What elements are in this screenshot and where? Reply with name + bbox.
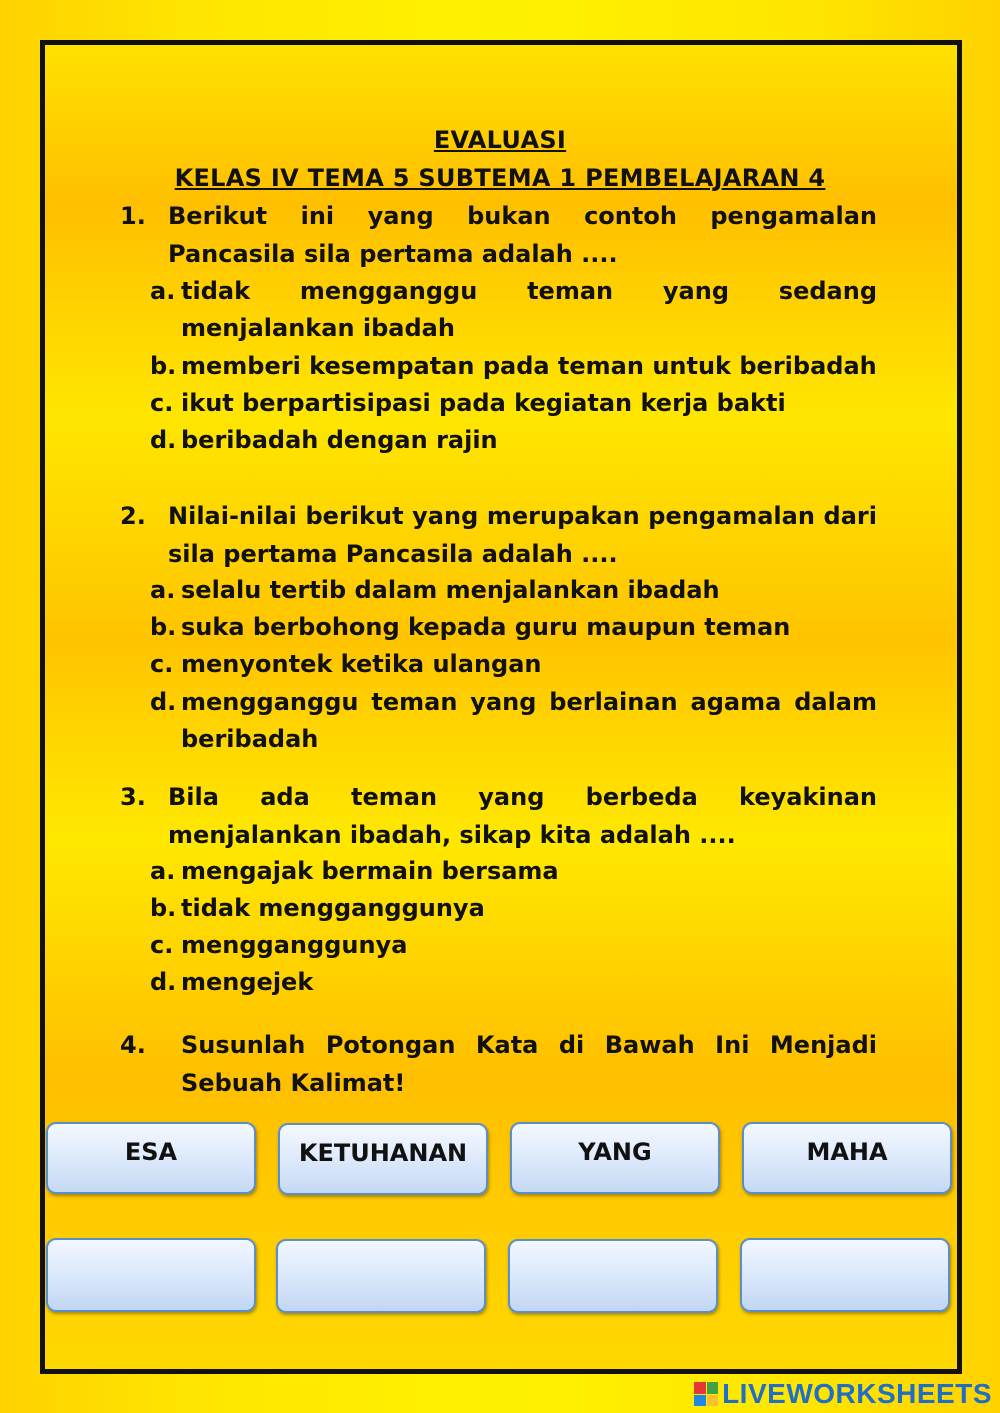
question-3-option-b[interactable] xyxy=(150,890,877,927)
logo-square-green xyxy=(707,1382,719,1394)
word-tile-yang[interactable]: YANG xyxy=(510,1122,720,1194)
option-text: selalu tertib dalam menjalankan ibadah xyxy=(181,576,720,604)
option-text: mengejek xyxy=(181,968,314,996)
liveworksheets-brand xyxy=(694,1378,992,1410)
option-letter: a. xyxy=(150,576,176,604)
option-letter: b. xyxy=(150,894,177,922)
option-text: memberi kesempatan pada teman untuk beribadah xyxy=(181,352,877,380)
option-letter: b. xyxy=(150,352,177,380)
question-text: Nilai-nilai berikut yang merupakan pengamalan dari sila pertama Pancasila adalah .... xyxy=(168,502,877,568)
question-3-option-c[interactable] xyxy=(150,927,877,964)
question-text: Susunlah Potongan Kata di Bawah Ini Menjadi Sebuah Kalimat! xyxy=(181,1031,877,1097)
liveworksheets-wordmark: LIVEWORKSHEETS xyxy=(722,1378,992,1409)
option-text: mengganggunya xyxy=(181,931,408,959)
question-2-option-c[interactable] xyxy=(150,646,877,683)
worksheet-title: EVALUASI xyxy=(433,126,567,154)
option-text: suka berbohong kepada guru maupun teman xyxy=(181,613,791,641)
question-text: Bila ada teman yang berbeda keyakinan menjalankan ibadah, sikap kita adalah .... xyxy=(168,783,877,849)
option-letter: b. xyxy=(150,613,177,641)
option-letter: a. xyxy=(150,277,176,305)
option-letter: d. xyxy=(150,688,177,716)
option-text: menyontek ketika ulangan xyxy=(181,650,542,678)
logo-square-yellow xyxy=(707,1395,719,1407)
option-text: mengajak bermain bersama xyxy=(181,857,559,885)
option-text: tidak mengganggu teman yang sedang menjalankan ibadah xyxy=(181,277,877,342)
option-text: beribadah dengan rajin xyxy=(181,426,498,454)
question-1 xyxy=(120,197,877,273)
question-4 xyxy=(120,1026,877,1102)
option-letter: a. xyxy=(150,857,176,885)
worksheet-subtitle: KELAS IV TEMA 5 SUBTEMA 1 PEMBELAJARAN 4 xyxy=(174,164,826,192)
option-letter: d. xyxy=(150,426,177,454)
question-3-option-d[interactable] xyxy=(150,964,877,1001)
option-text: mengganggu teman yang berlainan agama dalam beribadah xyxy=(181,688,877,753)
question-number: 3. xyxy=(120,783,146,811)
option-letter: c. xyxy=(150,389,174,417)
liveworksheets-logo-icon xyxy=(694,1382,718,1406)
answer-slot-3[interactable] xyxy=(508,1239,718,1313)
word-tile-ketuhanan[interactable]: KETUHANAN xyxy=(278,1123,488,1195)
answer-slot-2[interactable] xyxy=(276,1239,486,1313)
question-1-option-d[interactable] xyxy=(150,422,877,459)
question-2 xyxy=(120,497,877,573)
option-letter: d. xyxy=(150,968,177,996)
question-text: Berikut ini yang bukan contoh pengamalan Pancasila sila pertama adalah .... xyxy=(168,202,877,268)
question-2-option-b[interactable] xyxy=(150,609,877,646)
question-2-option-a[interactable] xyxy=(150,572,877,609)
question-number: 1. xyxy=(120,202,146,230)
option-letter: c. xyxy=(150,650,174,678)
word-tile-maha[interactable]: MAHA xyxy=(742,1122,952,1194)
question-number: 2. xyxy=(120,502,146,530)
word-tile-esa[interactable]: ESA xyxy=(46,1122,256,1194)
question-3 xyxy=(120,778,877,854)
question-2-option-d[interactable] xyxy=(150,684,877,758)
question-number: 4. xyxy=(120,1031,146,1059)
logo-square-red xyxy=(694,1382,706,1394)
option-letter: c. xyxy=(150,931,174,959)
question-1-option-c[interactable] xyxy=(150,385,877,422)
logo-square-blue xyxy=(694,1395,706,1407)
option-text: ikut berpartisipasi pada kegiatan kerja bakti xyxy=(181,389,786,417)
answer-slot-4[interactable] xyxy=(740,1238,950,1312)
answer-slot-1[interactable] xyxy=(46,1238,256,1312)
question-1-option-b[interactable] xyxy=(150,348,877,385)
question-3-option-a[interactable] xyxy=(150,853,877,890)
question-1-option-a[interactable] xyxy=(150,273,877,347)
option-text: tidak mengganggunya xyxy=(181,894,485,922)
